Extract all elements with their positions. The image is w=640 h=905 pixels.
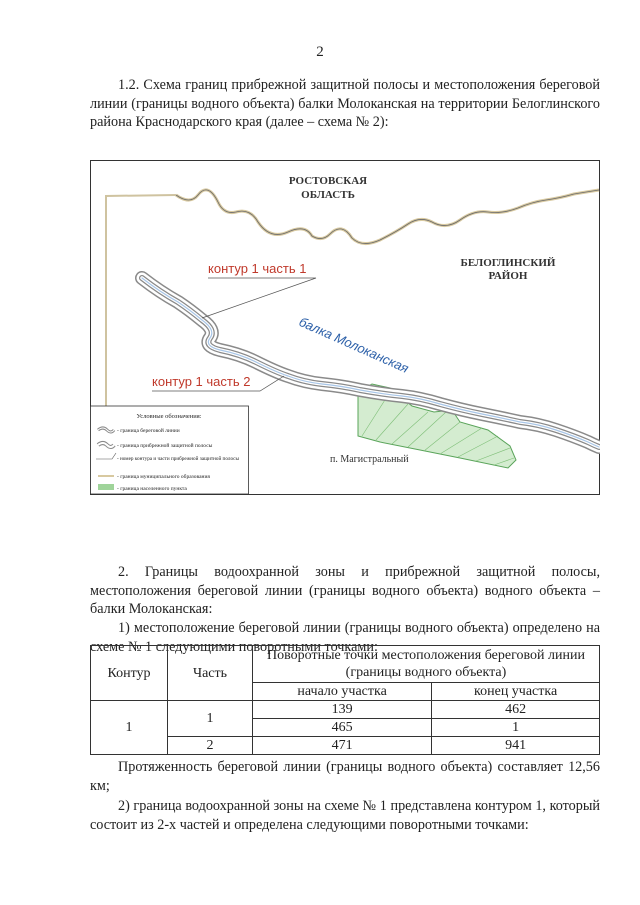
section-2-paragraph: 2. Границы водоохранной зоны и прибрежной защитной полосы, местоположения береговой линии (границы водного объекта) водного объекта – балки Молоканская: <box>90 564 600 617</box>
cell-end: 462 <box>432 701 600 719</box>
cell-part: 1 <box>168 701 253 737</box>
header-start: начало участка <box>253 683 432 701</box>
cell-start: 471 <box>253 737 432 755</box>
scheme-map <box>90 160 600 495</box>
cell-part: 2 <box>168 737 253 755</box>
legend-item-strip: - граница прибрежной защитной полосы <box>117 443 213 449</box>
section-1-2-paragraph: 1.2. Схема границ прибрежной защитной полосы и местоположения береговой линии (границы водного объекта) балки Молоканская на территории Белоглинского района Краснодарского края (далее – схема № 2): <box>90 77 600 130</box>
settlement-label: п. Магистральный <box>330 454 409 465</box>
legend <box>91 406 249 494</box>
region-north-label-2: ОБЛАСТЬ <box>301 189 355 201</box>
contour-1-part-1-label: контур 1 часть 1 <box>208 261 307 276</box>
legend-item-municipal-border: - граница муниципального образования <box>117 474 210 480</box>
header-end: конец участка <box>432 683 600 701</box>
river-label: балка Молоканская <box>296 314 412 376</box>
cell-start: 465 <box>253 719 432 737</box>
region-north-label-1: РОСТОВСКАЯ <box>288 175 368 187</box>
contour-1-part-2-label: контур 1 часть 2 <box>152 374 251 389</box>
table-row <box>91 701 600 719</box>
header-points: Поворотные точки местоположения береговой линии (границы водного объекта) <box>253 646 600 683</box>
turning-points-table <box>90 645 600 755</box>
legend-item-contour-number: - номер контура и части прибрежной защитной полосы <box>117 456 239 462</box>
table-header-row <box>91 646 600 683</box>
table-row <box>91 737 600 755</box>
cell-start: 139 <box>253 701 432 719</box>
cell-contour: 1 <box>91 701 168 755</box>
item-1-paragraph: 1) местоположение береговой линии (границы водного объекта) определено на схеме № 1 следующими поворотными точками: <box>90 620 600 655</box>
length-paragraph: Протяженность береговой линии (границы водного объекта) составляет 12,56 км; <box>90 759 600 794</box>
region-east-label-1: БЕЛОГЛИНСКИЙ <box>460 257 556 269</box>
legend-settlement-icon <box>98 484 114 490</box>
header-contour: Контур <box>91 646 168 701</box>
legend-item-settlement-border: - граница населенного пункта <box>117 486 187 492</box>
cell-end: 941 <box>432 737 600 755</box>
legend-title: Условные обозначения: <box>136 413 202 420</box>
legend-item-shoreline: - граница береговой линии <box>117 428 180 434</box>
header-part: Часть <box>168 646 253 701</box>
page-number: 2 <box>316 44 324 60</box>
cell-end: 1 <box>432 719 600 737</box>
item-2-paragraph: 2) граница водоохранной зоны на схеме № 1 представлена контуром 1, который состоит из 2-х частей и определена следующими поворотными точками: <box>90 798 600 833</box>
region-east-label-2: РАЙОН <box>488 270 528 282</box>
